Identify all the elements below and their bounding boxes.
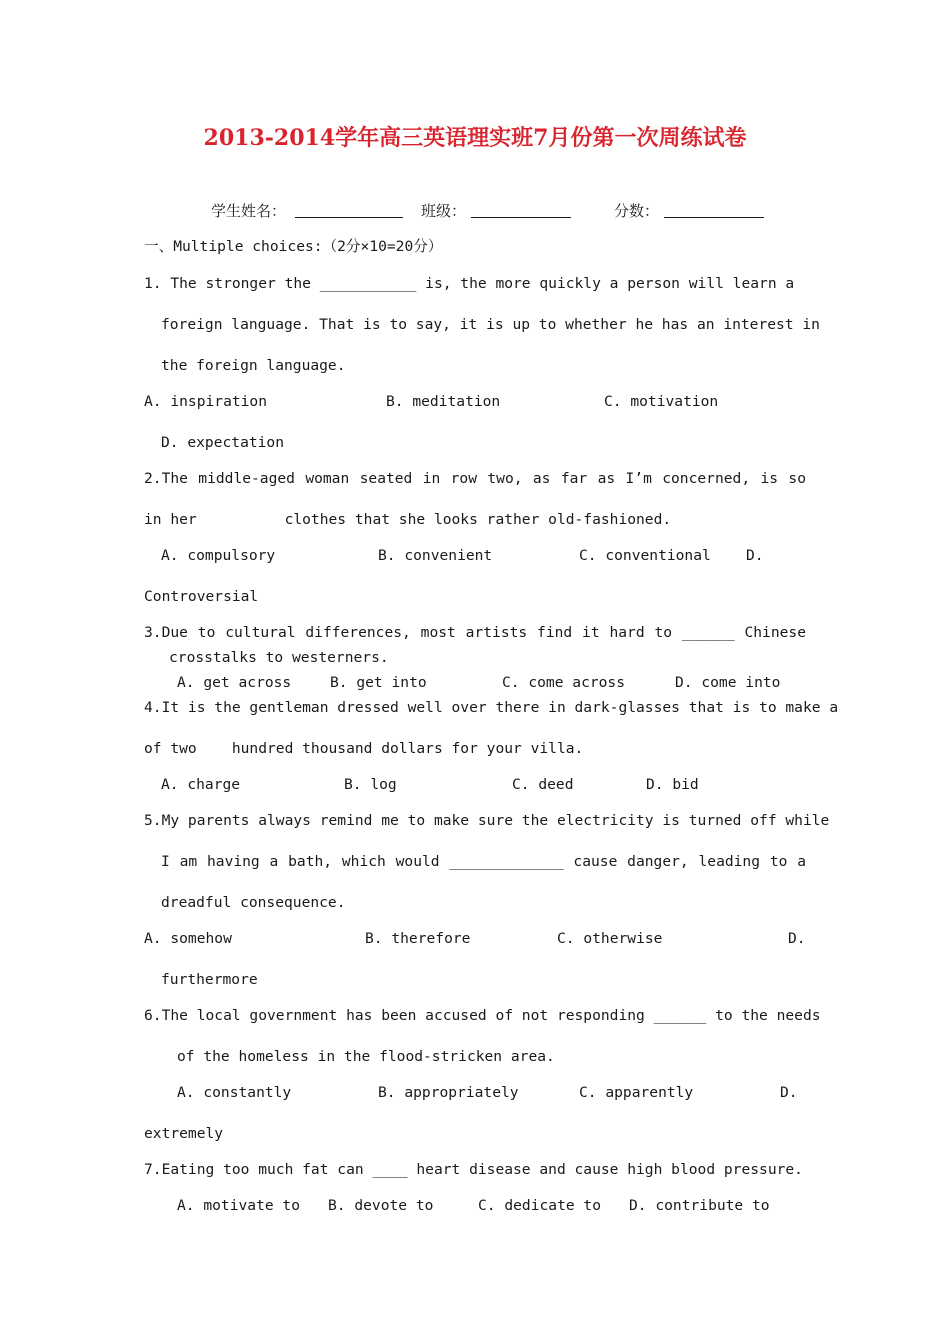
- question-line: the foreign language.: [161, 357, 346, 374]
- option-d[interactable]: D. expectation: [161, 434, 285, 451]
- student-name-label: 学生姓名：: [211, 202, 287, 220]
- option-c[interactable]: C. apparently: [579, 1084, 694, 1101]
- option-d[interactable]: D. contribute to: [629, 1197, 770, 1214]
- question-line: of the homeless in the flood-stricken area.: [177, 1048, 555, 1065]
- option-b[interactable]: B. log: [344, 776, 397, 793]
- option-d[interactable]: D.: [780, 1084, 798, 1101]
- option-a[interactable]: A. inspiration: [144, 393, 268, 410]
- question-line: 5.My parents always remind me to make sure the electricity is turned off while: [144, 812, 830, 829]
- option-b[interactable]: B. appropriately: [378, 1084, 519, 1101]
- section-heading: 一、Multiple choices:（2分×10=20分）: [144, 238, 443, 255]
- option-b[interactable]: B. meditation: [386, 393, 501, 410]
- option-b[interactable]: B. devote to: [328, 1197, 434, 1214]
- question-line: dreadful consequence.: [161, 894, 346, 911]
- option-a[interactable]: A. somehow: [144, 930, 232, 947]
- student-name-field[interactable]: [295, 203, 403, 218]
- question-line: 3.Due to cultural differences, most artists find it hard to ______ Chinese: [144, 624, 806, 641]
- option-b[interactable]: B. therefore: [365, 930, 471, 947]
- option-d[interactable]: D.: [746, 547, 764, 564]
- option-d-text[interactable]: extremely: [144, 1125, 224, 1142]
- question-line: 4.It is the gentleman dressed well over there in dark-glasses that is to make a: [144, 699, 839, 716]
- question-line: 7.Eating too much fat can ____ heart disease and cause high blood pressure.: [144, 1161, 803, 1178]
- score-field[interactable]: [664, 203, 764, 218]
- option-d-text[interactable]: Controversial: [144, 588, 259, 605]
- page-title: 2013-2014学年高三英语理实班7月份第一次周练试卷: [203, 125, 747, 151]
- question-line: crosstalks to westerners.: [169, 649, 389, 666]
- option-a[interactable]: A. charge: [161, 776, 241, 793]
- question-line: 1. The stronger the ___________ is, the more quickly a person will learn a: [144, 275, 795, 292]
- option-d-text[interactable]: furthermore: [161, 971, 258, 988]
- question-line: I am having a bath, which would _____________ cause danger, leading to a: [161, 853, 806, 870]
- option-c[interactable]: C. motivation: [604, 393, 719, 410]
- class-field[interactable]: [471, 203, 571, 218]
- option-d[interactable]: D.: [788, 930, 806, 947]
- question-line: 2.The middle-aged woman seated in row two, as far as I’m concerned, is so: [144, 470, 806, 487]
- option-a[interactable]: A. get across: [177, 674, 292, 691]
- score-label: 分数：: [614, 202, 660, 220]
- option-a[interactable]: A. motivate to: [177, 1197, 301, 1214]
- option-d[interactable]: D. bid: [646, 776, 699, 793]
- option-c[interactable]: C. conventional: [579, 547, 711, 564]
- question-line: 6.The local government has been accused of not responding ______ to the needs: [144, 1007, 821, 1024]
- question-line: foreign language. That is to say, it is up to whether he has an interest in: [161, 316, 820, 333]
- option-b[interactable]: B. get into: [330, 674, 427, 691]
- question-line: of two hundred thousand dollars for your villa.: [144, 740, 584, 757]
- option-b[interactable]: B. convenient: [378, 547, 493, 564]
- option-a[interactable]: A. compulsory: [161, 547, 276, 564]
- option-d[interactable]: D. come into: [675, 674, 781, 691]
- option-c[interactable]: C. otherwise: [557, 930, 663, 947]
- option-a[interactable]: A. constantly: [177, 1084, 292, 1101]
- option-c[interactable]: C. deed: [512, 776, 574, 793]
- option-c[interactable]: C. come across: [502, 674, 626, 691]
- class-label: 班级：: [421, 202, 467, 220]
- question-line: in her clothes that she looks rather old-fashioned.: [144, 511, 672, 528]
- option-c[interactable]: C. dedicate to: [478, 1197, 602, 1214]
